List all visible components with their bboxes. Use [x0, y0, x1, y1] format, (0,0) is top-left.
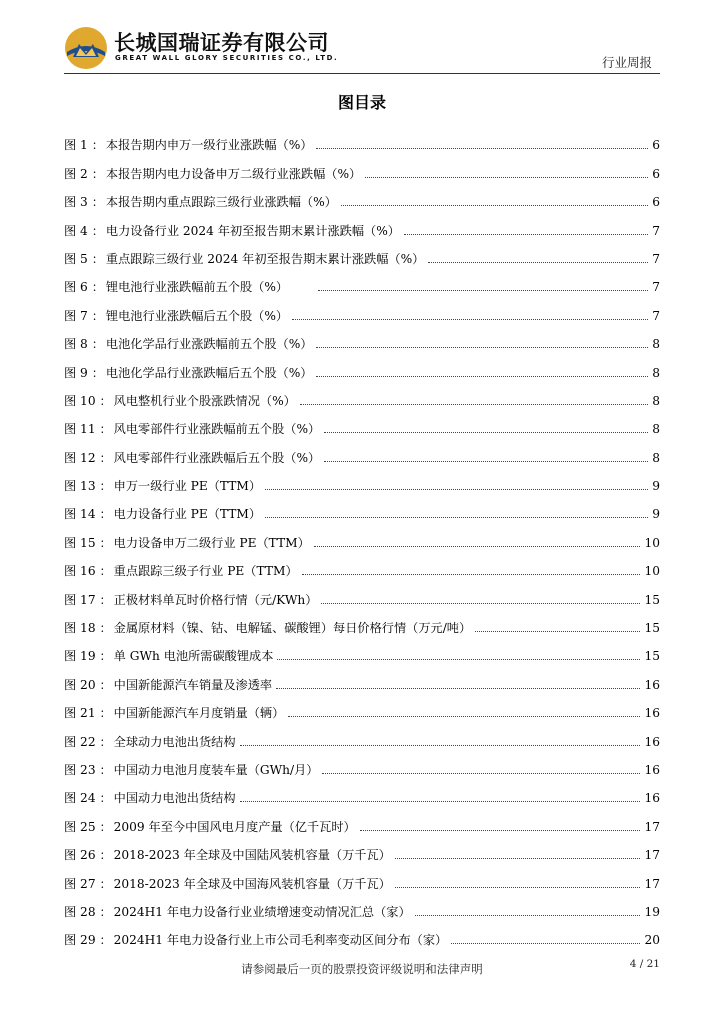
toc-entry[interactable]	[64, 408, 660, 436]
toc-dot-leader	[324, 461, 648, 462]
toc-entry-title: 本报告期内电力设备申万二级行业涨跌幅（%）	[105, 166, 362, 181]
toc-dot-leader	[265, 489, 648, 490]
toc-entry-title: 风电零部件行业涨跌幅后五个股（%）	[113, 450, 321, 465]
toc-entry-number: 图 18 ：	[64, 621, 112, 636]
toc-entry-title: 单 GWh 电池所需碳酸锂成本	[113, 649, 274, 664]
header-divider	[64, 73, 660, 74]
toc-entry-title: 中国新能源汽车销量及渗透率	[113, 677, 273, 692]
toc-entry[interactable]	[64, 521, 660, 549]
toc-entry-page: 10	[644, 535, 660, 550]
toc-entry-title: 重点跟踪三级行业 2024 年初至报告期末累计涨跌幅（%）	[105, 251, 425, 266]
toc-entry-page: 7	[652, 223, 660, 238]
page-header	[0, 0, 724, 80]
toc-entry-page: 15	[644, 649, 660, 664]
toc-entry[interactable]	[64, 294, 660, 322]
toc-entry-title: 风电零部件行业涨跌幅前五个股（%）	[113, 422, 321, 437]
toc-entry[interactable]	[64, 891, 660, 919]
toc-entry-number: 图 22 ：	[64, 734, 112, 749]
toc-entry[interactable]	[64, 436, 660, 464]
toc-entry-title: 中国动力电池出货结构	[113, 791, 236, 806]
toc-dot-leader	[240, 745, 641, 746]
toc-entry-title: 2018-2023 年全球及中国陆风装机容量（万千瓦）	[113, 848, 391, 863]
toc-entry[interactable]	[64, 351, 660, 379]
toc-entry-title: 正极材料单瓦时价格行情（元/KWh）	[113, 592, 318, 607]
toc-entry[interactable]	[64, 834, 660, 862]
toc-entry-title: 本报告期内重点跟踪三级行业涨跌幅（%）	[105, 195, 337, 210]
toc-entry[interactable]	[64, 919, 660, 947]
toc-dot-leader	[365, 177, 648, 178]
toc-dot-leader	[292, 319, 648, 320]
toc-entry-number: 图 13 ：	[64, 479, 112, 494]
toc-entry-number: 图 3 ：	[64, 195, 104, 210]
toc-entry-title: 2024H1 年电力设备行业上市公司毛利率变动区间分布（家）	[113, 933, 448, 948]
toc-entry[interactable]	[64, 181, 660, 209]
toc-dot-leader	[240, 801, 641, 802]
toc-dot-leader	[300, 404, 648, 405]
page-number: 4 / 21	[629, 958, 660, 970]
toc-entry-title: 电力设备申万二级行业 PE（TTM）	[113, 535, 310, 550]
company-logo-icon	[64, 26, 108, 70]
toc-entry[interactable]	[64, 805, 660, 833]
toc-entry-page: 6	[652, 138, 660, 153]
toc-entry-number: 图 14 ：	[64, 507, 112, 522]
toc-entry-number: 图 20 ：	[64, 677, 112, 692]
toc-entry-title: 电池化学品行业涨跌幅后五个股（%）	[105, 365, 313, 380]
toc-entry-number: 图 23 ：	[64, 762, 112, 777]
toc-entry-number: 图 25 ：	[64, 819, 112, 834]
toc-entry[interactable]	[64, 323, 660, 351]
toc-entry-page: 9	[652, 479, 660, 494]
toc-dot-leader	[428, 262, 648, 263]
toc-entry-page: 15	[644, 621, 660, 636]
toc-entry-page: 6	[652, 166, 660, 181]
toc-entry[interactable]	[64, 607, 660, 635]
toc-entry-title: 电力设备行业 2024 年初至报告期末累计涨跌幅（%）	[105, 223, 400, 238]
toc-entry-page: 6	[652, 195, 660, 210]
toc-entry-number: 图 24 ：	[64, 791, 112, 806]
toc-entry[interactable]	[64, 124, 660, 152]
toc-entry-page: 7	[652, 251, 660, 266]
toc-entry[interactable]	[64, 465, 660, 493]
toc-entry-title: 重点跟踪三级子行业 PE（TTM）	[113, 564, 298, 579]
toc-entry-title: 2018-2023 年全球及中国海风装机容量（万千瓦）	[113, 876, 391, 891]
toc-entry-page: 8	[652, 422, 660, 437]
toc-entry-page: 7	[652, 308, 660, 323]
toc-dot-leader	[322, 773, 640, 774]
toc-entry-page: 16	[644, 677, 660, 692]
toc-entry-number: 图 9 ：	[64, 365, 104, 380]
toc-dot-leader	[395, 858, 641, 859]
toc-entry-number: 图 26 ：	[64, 848, 112, 863]
toc-entry-page: 8	[652, 450, 660, 465]
toc-entry-title: 2009 年至今中国风电月度产量（亿千瓦时）	[113, 819, 356, 834]
toc-entry-number: 图 17 ：	[64, 592, 112, 607]
toc-entry[interactable]	[64, 578, 660, 606]
toc-entry-number: 图 8 ：	[64, 337, 104, 352]
toc-dot-leader	[321, 603, 640, 604]
toc-entry-number: 图 11 ：	[64, 422, 112, 437]
toc-entry-title: 风电整机行业个股涨跌情况（%）	[113, 393, 296, 408]
toc-entry[interactable]	[64, 777, 660, 805]
footer-disclaimer: 请参阅最后一页的股票投资评级说明和法律声明	[241, 962, 483, 976]
toc-entry-number: 图 4 ：	[64, 223, 104, 238]
toc-entry-title: 中国新能源汽车月度销量（辆）	[113, 706, 285, 721]
toc-entry-title: 申万一级行业 PE（TTM）	[113, 479, 262, 494]
toc-dot-leader	[316, 376, 648, 377]
toc-dot-leader	[316, 347, 648, 348]
toc-entry-number: 图 1 ：	[64, 138, 104, 153]
toc-entry-number: 图 19 ：	[64, 649, 112, 664]
toc-entry-page: 16	[644, 791, 660, 806]
toc-dot-leader	[395, 887, 641, 888]
toc-entry-number: 图 29 ：	[64, 933, 112, 948]
toc-entry[interactable]	[64, 209, 660, 237]
toc-entry[interactable]	[64, 380, 660, 408]
toc-entry-page: 17	[644, 876, 660, 891]
toc-entry[interactable]	[64, 635, 660, 663]
toc-entry-page: 16	[644, 734, 660, 749]
toc-entry-page: 8	[652, 337, 660, 352]
toc-entry-number: 图 7 ：	[64, 308, 104, 323]
toc-entry[interactable]	[64, 550, 660, 578]
toc-entry-page: 20	[644, 933, 660, 948]
toc-dot-leader	[324, 432, 648, 433]
toc-entry-title: 电池化学品行业涨跌幅前五个股（%）	[105, 337, 313, 352]
toc-entry-number: 图 2 ：	[64, 166, 104, 181]
toc-entry-title: 2024H1 年电力设备行业业绩增速变动情况汇总（家）	[113, 904, 411, 919]
toc-dot-leader	[302, 574, 641, 575]
toc-entry-page: 17	[644, 848, 660, 863]
toc-entry-title: 全球动力电池出货结构	[113, 734, 236, 749]
toc-dot-leader	[360, 830, 641, 831]
toc-entry-title: 中国动力电池月度装车量（GWh/月）	[113, 762, 319, 777]
toc-entry-number: 图 27 ：	[64, 876, 112, 891]
toc-entry-title: 锂电池行业涨跌幅后五个股（%）	[105, 308, 289, 323]
page-title: 图目录	[337, 93, 386, 112]
toc-entry-title: 锂电池行业涨跌幅前五个股（%）	[105, 280, 289, 295]
toc-entry[interactable]	[64, 862, 660, 890]
toc-entry[interactable]	[64, 152, 660, 180]
toc-entry-number: 图 16 ：	[64, 564, 112, 579]
toc-dot-leader	[415, 915, 641, 916]
toc-entry[interactable]	[64, 692, 660, 720]
toc-entry-page: 15	[644, 592, 660, 607]
toc-dot-leader	[451, 943, 640, 944]
toc-dot-leader	[288, 716, 640, 717]
toc-entry-number: 图 12 ：	[64, 450, 112, 465]
toc-entry-page: 9	[652, 507, 660, 522]
toc-entry-number: 图 21 ：	[64, 706, 112, 721]
toc-entry[interactable]	[64, 663, 660, 691]
toc-entry-title: 本报告期内申万一级行业涨跌幅（%）	[105, 138, 313, 153]
company-name-cn: 长城国瑞证券有限公司	[114, 31, 329, 55]
toc-entry[interactable]	[64, 749, 660, 777]
toc-dot-leader	[404, 234, 648, 235]
toc-entry-number: 图 6 ：	[64, 280, 104, 295]
toc-entry-page: 8	[652, 393, 660, 408]
toc-dot-leader	[277, 659, 640, 660]
toc-entry-page: 17	[644, 819, 660, 834]
toc-entry-page: 8	[652, 365, 660, 380]
toc-entry-page: 16	[644, 706, 660, 721]
report-type-label: 行业周报	[601, 55, 652, 70]
toc-entry-page: 7	[652, 280, 660, 295]
toc-dot-leader	[276, 688, 640, 689]
toc-entry-title: 电力设备行业 PE（TTM）	[113, 507, 262, 522]
toc-dot-leader	[316, 148, 648, 149]
toc-dot-leader	[341, 205, 648, 206]
toc-entry-page: 19	[644, 904, 660, 919]
toc-entry[interactable]	[64, 238, 660, 266]
toc-dot-leader	[475, 631, 640, 632]
toc-entry-number: 图 28 ：	[64, 904, 112, 919]
company-name-en: GREAT WALL GLORY SECURITIES CO., LTD.	[115, 54, 339, 62]
toc-dot-leader	[314, 546, 641, 547]
toc-entry-page: 10	[644, 564, 660, 579]
toc-entry[interactable]	[64, 266, 660, 294]
figure-list	[64, 124, 660, 947]
toc-entry-number: 图 10 ：	[64, 393, 112, 408]
toc-entry-number: 图 15 ：	[64, 535, 112, 550]
toc-entry[interactable]	[64, 493, 660, 521]
toc-dot-leader	[318, 290, 648, 291]
toc-entry[interactable]	[64, 720, 660, 748]
toc-dot-leader	[265, 517, 648, 518]
toc-entry-title: 金属原材料（镍、钴、电解锰、碳酸锂）每日价格行情（万元/吨）	[113, 621, 472, 636]
toc-entry-page: 16	[644, 762, 660, 777]
toc-entry-number: 图 5 ：	[64, 251, 104, 266]
